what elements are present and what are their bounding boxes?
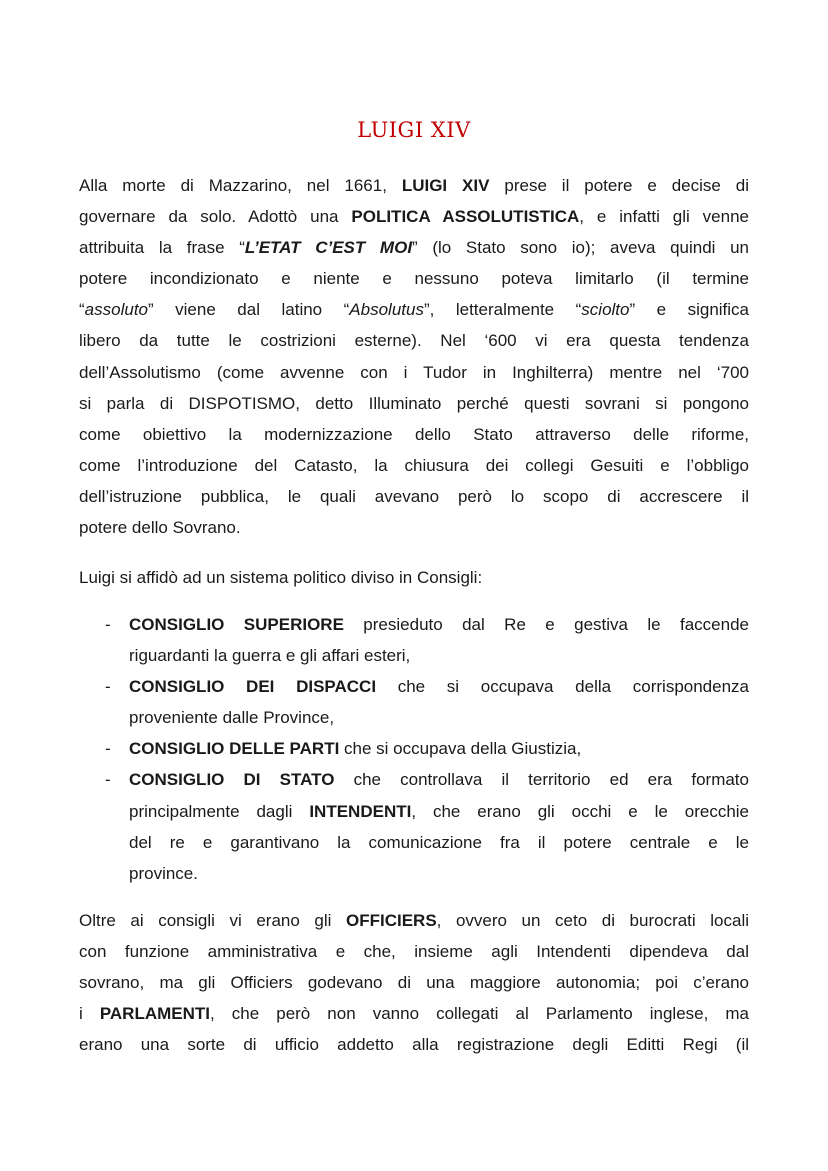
text-run: dell’Assolutismo (come avvenne con i Tudor in Inghilterra) mentre nel ‘700 <box>79 362 749 382</box>
text-run: , che erano gli occhi e le orecchie <box>411 801 750 821</box>
text-run: i <box>79 1004 100 1024</box>
list-item <box>79 609 749 671</box>
bullet-dash: - <box>105 739 111 759</box>
text-line <box>79 263 749 294</box>
text-run: come l’introduzione del Catasto, la chiusura dei collegi Gesuiti e l’obbligo <box>79 455 749 475</box>
text-line <box>79 967 749 998</box>
text-line <box>79 936 749 967</box>
text-run: proveniente dalle Province, <box>129 708 335 728</box>
emphasized-text: LUIGI XIV <box>401 176 490 195</box>
text-run: ”, letteralmente “ <box>423 300 582 320</box>
text-line <box>79 419 749 450</box>
bullet-dash: - <box>105 770 111 790</box>
text-line <box>79 609 749 640</box>
emphasized-text: L’ETAT C’EST MOI <box>244 238 413 258</box>
emphasized-text: OFFICIERS <box>345 911 437 930</box>
text-line <box>79 905 749 936</box>
text-run: principalmente dagli <box>129 801 310 821</box>
paragraph-officiers <box>79 905 749 1060</box>
emphasized-text: assoluto <box>84 300 148 320</box>
emphasized-text: CONSIGLIO DI STATO <box>129 770 335 790</box>
text-run: libero da tutte le costrizioni esterne). Nel ‘600 vi era questa tendenza <box>79 331 749 351</box>
text-run: si parla di DISPOTISMO, detto Illuminato perché questi sovrani si pongono <box>79 393 749 413</box>
text-line <box>79 481 749 512</box>
text-run: prese il potere e decise di <box>489 176 749 195</box>
text-line <box>79 388 749 419</box>
text-run: ” (lo Stato sono io); aveva quindi un <box>412 238 749 258</box>
text-line <box>79 998 749 1029</box>
emphasized-text: sciolto <box>581 300 630 320</box>
text-run: ” viene dal latino “ <box>148 300 350 320</box>
emphasized-text: PARLAMENTI <box>99 1004 211 1024</box>
text-run: che controllava il territorio ed era formato <box>334 770 749 790</box>
text-run: sovrano, ma gli Officiers godevano di una maggiore autonomia; poi c’erano <box>79 973 749 993</box>
emphasized-text: CONSIGLIO DELLE PARTI <box>129 739 340 759</box>
text-line <box>79 1029 749 1060</box>
emphasized-text: INTENDENTI <box>309 801 412 821</box>
text-run: governare da solo. Adottò una <box>79 207 352 227</box>
text-line <box>79 858 749 889</box>
emphasized-text: CONSIGLIO DEI DISPACCI <box>129 677 377 697</box>
bullet-dash: - <box>105 677 111 697</box>
emphasized-text: POLITICA ASSOLUTISTICA <box>351 207 580 227</box>
text-run: potere incondizionato e niente e nessuno poteva limitarlo (il termine <box>79 269 749 289</box>
text-line <box>79 702 749 733</box>
text-run: dell’istruzione pubblica, le quali avevano però lo scopo di accrescere il <box>79 486 749 506</box>
bullet-dash: - <box>105 615 111 634</box>
text-line <box>79 796 749 827</box>
text-run: del re e garantivano la comunicazione fra il potere centrale e le <box>129 832 749 852</box>
emphasized-text: Absolutus <box>349 300 424 320</box>
text-run: che si occupava della Giustizia, <box>339 739 582 759</box>
text-run: erano una sorte di ufficio addetto alla registrazione degli Editti Regi (il <box>79 1035 749 1055</box>
text-run: con funzione amministrativa e che, insieme agli Intendenti dipendeva dal <box>79 942 749 962</box>
text-run: Luigi si affidò ad un sistema politico diviso in Consigli: <box>79 568 483 587</box>
text-line <box>79 325 749 356</box>
text-line <box>79 357 749 388</box>
text-run: “ <box>79 300 85 320</box>
text-run: , che però non vanno collegati al Parlamento inglese, ma <box>210 1004 749 1024</box>
text-run: Alla morte di Mazzarino, nel 1661, <box>79 176 402 195</box>
emphasized-text: CONSIGLIO SUPERIORE <box>129 615 344 634</box>
text-run: presieduto dal Re e gestiva le faccende <box>343 615 749 634</box>
page-title: LUIGI XIV <box>357 118 471 142</box>
text-line <box>79 827 749 858</box>
paragraph-consigli-intro <box>79 562 749 593</box>
list-item <box>79 733 749 764</box>
text-line <box>79 733 749 764</box>
text-run: , ovvero un ceto di burocrati locali <box>436 911 749 930</box>
text-line <box>79 450 749 481</box>
text-run: che si occupava della corrispondenza <box>376 677 749 697</box>
text-line <box>79 671 749 702</box>
text-run: Oltre ai consigli vi erano gli <box>79 911 346 930</box>
text-line <box>79 562 749 593</box>
text-run: potere dello Sovrano. <box>79 518 241 538</box>
paragraph-intro <box>79 170 749 543</box>
text-line <box>79 170 749 201</box>
text-run: attribuita la frase “ <box>79 238 245 258</box>
text-line <box>79 201 749 232</box>
consigli-list <box>79 609 749 889</box>
text-run: , e infatti gli venne <box>579 207 749 227</box>
list-item <box>79 764 749 888</box>
list-item <box>79 671 749 733</box>
text-line <box>79 294 749 325</box>
text-run: province. <box>129 863 198 883</box>
text-line <box>79 640 749 671</box>
text-line <box>79 232 749 263</box>
text-run: riguardanti la guerra e gli affari esteri, <box>129 646 411 666</box>
text-line <box>79 512 749 543</box>
text-run: come obiettivo la modernizzazione dello Stato attraverso delle riforme, <box>79 424 749 444</box>
text-run: ” e significa <box>629 300 750 320</box>
text-line <box>79 764 749 795</box>
